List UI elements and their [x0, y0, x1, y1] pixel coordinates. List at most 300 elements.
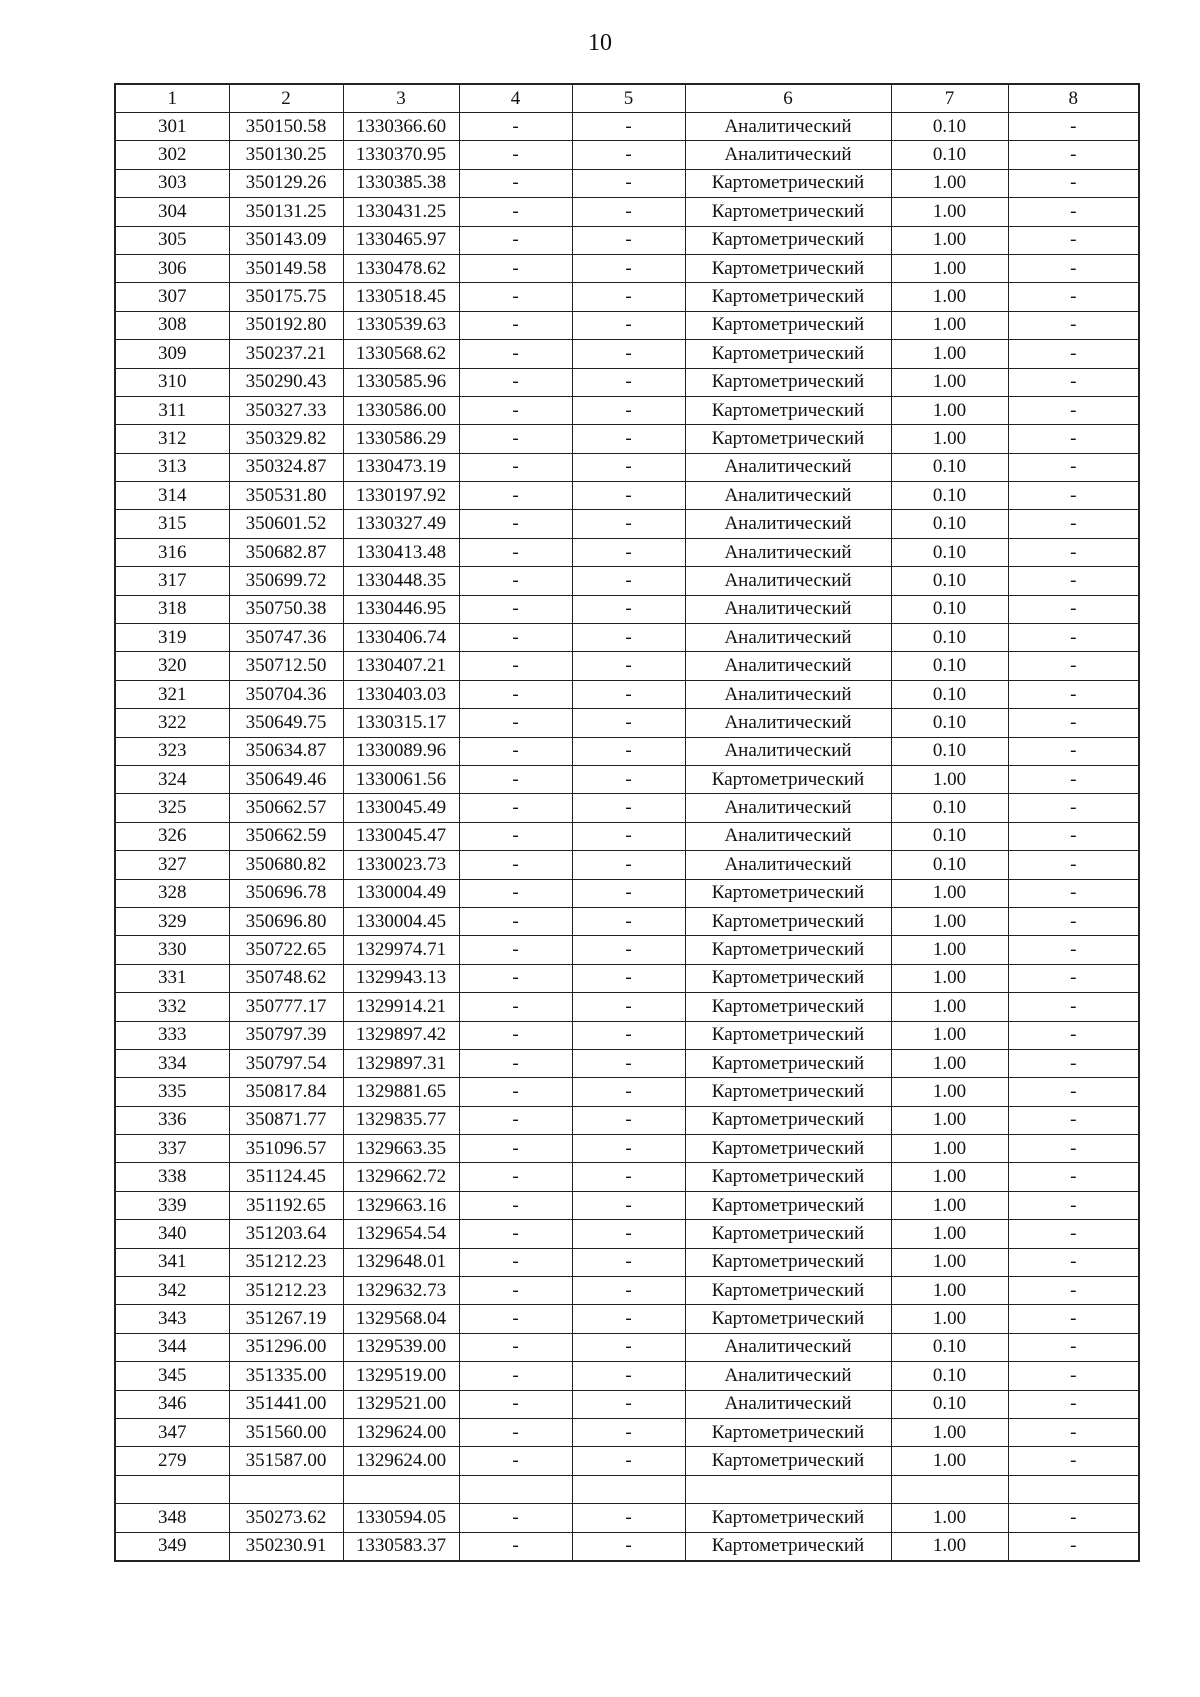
x-coordinate-cell: 350290.43 — [229, 368, 343, 396]
table-row — [115, 567, 1139, 595]
accuracy-cell: 1.00 — [891, 368, 1008, 396]
table-row — [115, 822, 1139, 850]
x-coordinate-cell: 350531.80 — [229, 482, 343, 510]
x-coordinate-cell: 350704.36 — [229, 680, 343, 708]
accuracy-cell: 1.00 — [891, 198, 1008, 226]
y-coordinate-cell: 1329974.71 — [343, 936, 459, 964]
column-8-cell: - — [1008, 1078, 1139, 1106]
y-coordinate-cell: 1329662.72 — [343, 1163, 459, 1191]
column-8-cell: - — [1008, 993, 1139, 1021]
x-coordinate-cell: 351212.23 — [229, 1248, 343, 1276]
point-number-cell: 341 — [115, 1248, 229, 1276]
point-number-cell: 318 — [115, 595, 229, 623]
column-4-cell: - — [459, 1333, 572, 1361]
accuracy-cell: 1.00 — [891, 1305, 1008, 1333]
column-8-cell: - — [1008, 311, 1139, 339]
column-8-cell: - — [1008, 1532, 1139, 1561]
point-number-cell: 340 — [115, 1220, 229, 1248]
coordinates-table — [114, 83, 1140, 1562]
table-row — [115, 737, 1139, 765]
point-number-cell: 301 — [115, 113, 229, 141]
x-coordinate-cell: 351192.65 — [229, 1191, 343, 1219]
point-number-cell: 347 — [115, 1418, 229, 1446]
column-5-cell: - — [572, 1418, 685, 1446]
y-coordinate-cell: 1330583.37 — [343, 1532, 459, 1561]
point-number-cell: 323 — [115, 737, 229, 765]
column-4-cell — [459, 1475, 572, 1503]
table-header-row — [115, 84, 1139, 113]
y-coordinate-cell: 1330197.92 — [343, 482, 459, 510]
x-coordinate-cell: 350747.36 — [229, 624, 343, 652]
column-5-cell: - — [572, 1532, 685, 1561]
column-8-cell: - — [1008, 1418, 1139, 1446]
point-number-cell: 312 — [115, 425, 229, 453]
table-row — [115, 879, 1139, 907]
accuracy-cell: 1.00 — [891, 254, 1008, 282]
column-5-cell: - — [572, 680, 685, 708]
point-number-cell: 338 — [115, 1163, 229, 1191]
column-5-cell: - — [572, 1135, 685, 1163]
point-number-cell: 319 — [115, 624, 229, 652]
column-5-cell: - — [572, 169, 685, 197]
table-row — [115, 709, 1139, 737]
table-body — [115, 113, 1139, 1561]
x-coordinate-cell: 350712.50 — [229, 652, 343, 680]
x-coordinate-cell: 351124.45 — [229, 1163, 343, 1191]
method-cell: Картометрический — [685, 1021, 891, 1049]
x-coordinate-cell: 350129.26 — [229, 169, 343, 197]
y-coordinate-cell: 1330023.73 — [343, 851, 459, 879]
accuracy-cell: 1.00 — [891, 1163, 1008, 1191]
column-5-cell: - — [572, 425, 685, 453]
x-coordinate-cell: 350748.62 — [229, 964, 343, 992]
column-4-cell: - — [459, 538, 572, 566]
column-8-cell: - — [1008, 1220, 1139, 1248]
table-row — [115, 680, 1139, 708]
column-4-cell: - — [459, 936, 572, 964]
column-8-cell: - — [1008, 624, 1139, 652]
column-4-cell: - — [459, 368, 572, 396]
table-row — [115, 1447, 1139, 1475]
method-cell: Аналитический — [685, 453, 891, 481]
point-number-cell: 310 — [115, 368, 229, 396]
method-cell: Аналитический — [685, 1333, 891, 1361]
method-cell: Аналитический — [685, 567, 891, 595]
column-header: 8 — [1008, 84, 1139, 113]
y-coordinate-cell: 1329521.00 — [343, 1390, 459, 1418]
column-header: 7 — [891, 84, 1008, 113]
point-number-cell: 339 — [115, 1191, 229, 1219]
column-5-cell: - — [572, 1191, 685, 1219]
column-8-cell: - — [1008, 1049, 1139, 1077]
table-row — [115, 283, 1139, 311]
column-8-cell: - — [1008, 113, 1139, 141]
column-4-cell: - — [459, 1277, 572, 1305]
y-coordinate-cell — [343, 1475, 459, 1503]
y-coordinate-cell: 1330518.45 — [343, 283, 459, 311]
column-5-cell: - — [572, 510, 685, 538]
x-coordinate-cell: 350149.58 — [229, 254, 343, 282]
method-cell: Картометрический — [685, 1049, 891, 1077]
column-5-cell: - — [572, 198, 685, 226]
column-8-cell: - — [1008, 765, 1139, 793]
method-cell: Картометрический — [685, 1078, 891, 1106]
column-8-cell: - — [1008, 680, 1139, 708]
table-row — [115, 113, 1139, 141]
x-coordinate-cell: 350797.54 — [229, 1049, 343, 1077]
point-number-cell: 306 — [115, 254, 229, 282]
table-row — [115, 1504, 1139, 1532]
column-4-cell: - — [459, 1447, 572, 1475]
y-coordinate-cell: 1330045.49 — [343, 794, 459, 822]
column-5-cell: - — [572, 283, 685, 311]
column-header: 1 — [115, 84, 229, 113]
table-row — [115, 1362, 1139, 1390]
method-cell: Аналитический — [685, 113, 891, 141]
column-4-cell: - — [459, 396, 572, 424]
column-4-cell: - — [459, 1390, 572, 1418]
column-4-cell: - — [459, 879, 572, 907]
column-5-cell: - — [572, 907, 685, 935]
column-4-cell: - — [459, 1106, 572, 1134]
column-8-cell: - — [1008, 1248, 1139, 1276]
column-4-cell: - — [459, 425, 572, 453]
x-coordinate-cell: 351212.23 — [229, 1277, 343, 1305]
column-5-cell: - — [572, 396, 685, 424]
column-5-cell: - — [572, 652, 685, 680]
x-coordinate-cell: 350777.17 — [229, 993, 343, 1021]
accuracy-cell: 0.10 — [891, 1362, 1008, 1390]
point-number-cell: 303 — [115, 169, 229, 197]
accuracy-cell: 1.00 — [891, 1220, 1008, 1248]
table-row — [115, 311, 1139, 339]
accuracy-cell: 1.00 — [891, 226, 1008, 254]
accuracy-cell: 1.00 — [891, 1277, 1008, 1305]
column-4-cell: - — [459, 1305, 572, 1333]
column-8-cell: - — [1008, 198, 1139, 226]
y-coordinate-cell: 1329943.13 — [343, 964, 459, 992]
table-row — [115, 624, 1139, 652]
accuracy-cell: 0.10 — [891, 510, 1008, 538]
x-coordinate-cell: 350327.33 — [229, 396, 343, 424]
point-number-cell: 349 — [115, 1532, 229, 1561]
column-4-cell: - — [459, 907, 572, 935]
y-coordinate-cell: 1329632.73 — [343, 1277, 459, 1305]
method-cell: Картометрический — [685, 1135, 891, 1163]
column-5-cell: - — [572, 368, 685, 396]
point-number-cell: 308 — [115, 311, 229, 339]
column-8-cell: - — [1008, 510, 1139, 538]
column-8-cell: - — [1008, 169, 1139, 197]
column-5-cell: - — [572, 1504, 685, 1532]
x-coordinate-cell: 351096.57 — [229, 1135, 343, 1163]
accuracy-cell: 1.00 — [891, 1447, 1008, 1475]
column-8-cell: - — [1008, 1191, 1139, 1219]
accuracy-cell: 1.00 — [891, 283, 1008, 311]
table-row — [115, 1163, 1139, 1191]
point-number-cell: 325 — [115, 794, 229, 822]
table-row — [115, 1049, 1139, 1077]
accuracy-cell: 1.00 — [891, 1106, 1008, 1134]
column-8-cell: - — [1008, 226, 1139, 254]
column-5-cell: - — [572, 453, 685, 481]
method-cell: Аналитический — [685, 851, 891, 879]
point-number-cell: 279 — [115, 1447, 229, 1475]
column-5-cell: - — [572, 822, 685, 850]
method-cell: Аналитический — [685, 538, 891, 566]
table-row — [115, 482, 1139, 510]
accuracy-cell: 0.10 — [891, 680, 1008, 708]
table-row — [115, 595, 1139, 623]
table-row — [115, 169, 1139, 197]
accuracy-cell: 1.00 — [891, 964, 1008, 992]
point-number-cell: 324 — [115, 765, 229, 793]
table-row — [115, 1475, 1139, 1503]
column-4-cell: - — [459, 964, 572, 992]
point-number-cell: 345 — [115, 1362, 229, 1390]
method-cell: Картометрический — [685, 1191, 891, 1219]
column-8-cell: - — [1008, 1135, 1139, 1163]
point-number-cell: 343 — [115, 1305, 229, 1333]
accuracy-cell: 0.10 — [891, 141, 1008, 169]
point-number-cell: 314 — [115, 482, 229, 510]
column-header: 4 — [459, 84, 572, 113]
column-8-cell: - — [1008, 709, 1139, 737]
column-8-cell: - — [1008, 141, 1139, 169]
accuracy-cell: 1.00 — [891, 1049, 1008, 1077]
method-cell: Аналитический — [685, 680, 891, 708]
column-4-cell: - — [459, 1021, 572, 1049]
accuracy-cell: 0.10 — [891, 794, 1008, 822]
x-coordinate-cell: 350797.39 — [229, 1021, 343, 1049]
y-coordinate-cell: 1329881.65 — [343, 1078, 459, 1106]
y-coordinate-cell: 1329835.77 — [343, 1106, 459, 1134]
method-cell: Картометрический — [685, 283, 891, 311]
x-coordinate-cell: 351335.00 — [229, 1362, 343, 1390]
table-row — [115, 1106, 1139, 1134]
column-header: 2 — [229, 84, 343, 113]
method-cell: Аналитический — [685, 624, 891, 652]
x-coordinate-cell: 350634.87 — [229, 737, 343, 765]
x-coordinate-cell: 350329.82 — [229, 425, 343, 453]
method-cell: Картометрический — [685, 1447, 891, 1475]
y-coordinate-cell: 1329654.54 — [343, 1220, 459, 1248]
accuracy-cell: 1.00 — [891, 425, 1008, 453]
column-5-cell: - — [572, 1248, 685, 1276]
table-row — [115, 1418, 1139, 1446]
y-coordinate-cell: 1330004.45 — [343, 907, 459, 935]
table-row — [115, 794, 1139, 822]
method-cell: Картометрический — [685, 368, 891, 396]
method-cell: Аналитический — [685, 141, 891, 169]
column-5-cell: - — [572, 1390, 685, 1418]
method-cell: Аналитический — [685, 510, 891, 538]
column-5-cell: - — [572, 851, 685, 879]
point-number-cell: 307 — [115, 283, 229, 311]
method-cell: Аналитический — [685, 822, 891, 850]
column-8-cell: - — [1008, 737, 1139, 765]
accuracy-cell: 0.10 — [891, 113, 1008, 141]
column-4-cell: - — [459, 1078, 572, 1106]
accuracy-cell: 0.10 — [891, 1390, 1008, 1418]
column-4-cell: - — [459, 482, 572, 510]
accuracy-cell: 0.10 — [891, 567, 1008, 595]
method-cell: Картометрический — [685, 396, 891, 424]
point-number-cell: 320 — [115, 652, 229, 680]
y-coordinate-cell: 1330446.95 — [343, 595, 459, 623]
column-4-cell: - — [459, 737, 572, 765]
x-coordinate-cell: 350324.87 — [229, 453, 343, 481]
table-row — [115, 425, 1139, 453]
y-coordinate-cell: 1330473.19 — [343, 453, 459, 481]
method-cell: Картометрический — [685, 1248, 891, 1276]
method-cell — [685, 1475, 891, 1503]
x-coordinate-cell: 351267.19 — [229, 1305, 343, 1333]
x-coordinate-cell: 350150.58 — [229, 113, 343, 141]
x-coordinate-cell — [229, 1475, 343, 1503]
y-coordinate-cell: 1330585.96 — [343, 368, 459, 396]
accuracy-cell: 0.10 — [891, 709, 1008, 737]
method-cell: Картометрический — [685, 936, 891, 964]
column-8-cell: - — [1008, 425, 1139, 453]
y-coordinate-cell: 1330403.03 — [343, 680, 459, 708]
column-8-cell: - — [1008, 851, 1139, 879]
point-number-cell: 331 — [115, 964, 229, 992]
method-cell: Аналитический — [685, 482, 891, 510]
column-8-cell: - — [1008, 794, 1139, 822]
table-row — [115, 1191, 1139, 1219]
x-coordinate-cell: 350143.09 — [229, 226, 343, 254]
column-5-cell: - — [572, 1163, 685, 1191]
point-number-cell: 304 — [115, 198, 229, 226]
method-cell: Аналитический — [685, 709, 891, 737]
column-8-cell: - — [1008, 1277, 1139, 1305]
column-8-cell: - — [1008, 368, 1139, 396]
accuracy-cell: 0.10 — [891, 538, 1008, 566]
y-coordinate-cell: 1330413.48 — [343, 538, 459, 566]
column-4-cell: - — [459, 1532, 572, 1561]
x-coordinate-cell: 351296.00 — [229, 1333, 343, 1361]
column-8-cell: - — [1008, 567, 1139, 595]
column-5-cell: - — [572, 1362, 685, 1390]
accuracy-cell: 1.00 — [891, 907, 1008, 935]
y-coordinate-cell: 1330385.38 — [343, 169, 459, 197]
column-4-cell: - — [459, 1163, 572, 1191]
column-5-cell: - — [572, 567, 685, 595]
point-number-cell: 333 — [115, 1021, 229, 1049]
accuracy-cell — [891, 1475, 1008, 1503]
method-cell: Картометрический — [685, 907, 891, 935]
table-row — [115, 993, 1139, 1021]
column-8-cell: - — [1008, 1504, 1139, 1532]
column-8-cell: - — [1008, 595, 1139, 623]
x-coordinate-cell: 350662.57 — [229, 794, 343, 822]
table-row — [115, 198, 1139, 226]
column-8-cell: - — [1008, 396, 1139, 424]
column-5-cell: - — [572, 1021, 685, 1049]
table-row — [115, 851, 1139, 879]
y-coordinate-cell: 1330586.29 — [343, 425, 459, 453]
x-coordinate-cell: 350817.84 — [229, 1078, 343, 1106]
column-8-cell: - — [1008, 879, 1139, 907]
column-4-cell: - — [459, 1191, 572, 1219]
x-coordinate-cell: 350649.75 — [229, 709, 343, 737]
point-number-cell: 317 — [115, 567, 229, 595]
y-coordinate-cell: 1329897.42 — [343, 1021, 459, 1049]
y-coordinate-cell: 1330045.47 — [343, 822, 459, 850]
x-coordinate-cell: 350237.21 — [229, 340, 343, 368]
column-5-cell: - — [572, 993, 685, 1021]
table-row — [115, 538, 1139, 566]
x-coordinate-cell: 350680.82 — [229, 851, 343, 879]
table-row — [115, 1532, 1139, 1561]
x-coordinate-cell: 350273.62 — [229, 1504, 343, 1532]
table-row — [115, 1333, 1139, 1361]
table-row — [115, 453, 1139, 481]
column-8-cell: - — [1008, 453, 1139, 481]
column-4-cell: - — [459, 822, 572, 850]
table-row — [115, 964, 1139, 992]
accuracy-cell: 0.10 — [891, 453, 1008, 481]
accuracy-cell: 1.00 — [891, 1021, 1008, 1049]
column-5-cell: - — [572, 141, 685, 169]
x-coordinate-cell: 350699.72 — [229, 567, 343, 595]
point-number-cell: 305 — [115, 226, 229, 254]
y-coordinate-cell: 1329663.35 — [343, 1135, 459, 1163]
accuracy-cell: 1.00 — [891, 311, 1008, 339]
point-number-cell: 322 — [115, 709, 229, 737]
column-8-cell: - — [1008, 1106, 1139, 1134]
column-8-cell: - — [1008, 340, 1139, 368]
table-row — [115, 1135, 1139, 1163]
y-coordinate-cell: 1330406.74 — [343, 624, 459, 652]
method-cell: Аналитический — [685, 794, 891, 822]
table-row — [115, 396, 1139, 424]
table-row — [115, 340, 1139, 368]
column-5-cell: - — [572, 254, 685, 282]
column-4-cell: - — [459, 1362, 572, 1390]
x-coordinate-cell: 350871.77 — [229, 1106, 343, 1134]
column-8-cell: - — [1008, 254, 1139, 282]
y-coordinate-cell: 1330061.56 — [343, 765, 459, 793]
point-number-cell: 329 — [115, 907, 229, 935]
x-coordinate-cell: 351441.00 — [229, 1390, 343, 1418]
point-number-cell: 302 — [115, 141, 229, 169]
column-5-cell: - — [572, 879, 685, 907]
table-row — [115, 1390, 1139, 1418]
column-header: 5 — [572, 84, 685, 113]
column-5-cell: - — [572, 936, 685, 964]
y-coordinate-cell: 1330568.62 — [343, 340, 459, 368]
x-coordinate-cell: 350175.75 — [229, 283, 343, 311]
column-5-cell: - — [572, 1220, 685, 1248]
accuracy-cell: 0.10 — [891, 482, 1008, 510]
y-coordinate-cell: 1330586.00 — [343, 396, 459, 424]
column-8-cell: - — [1008, 1362, 1139, 1390]
x-coordinate-cell: 350696.80 — [229, 907, 343, 935]
accuracy-cell: 0.10 — [891, 822, 1008, 850]
method-cell: Картометрический — [685, 964, 891, 992]
x-coordinate-cell: 350230.91 — [229, 1532, 343, 1561]
point-number-cell: 346 — [115, 1390, 229, 1418]
point-number-cell: 326 — [115, 822, 229, 850]
x-coordinate-cell: 350649.46 — [229, 765, 343, 793]
table-row — [115, 1248, 1139, 1276]
column-8-cell: - — [1008, 482, 1139, 510]
x-coordinate-cell: 350750.38 — [229, 595, 343, 623]
y-coordinate-cell: 1330539.63 — [343, 311, 459, 339]
point-number-cell: 342 — [115, 1277, 229, 1305]
